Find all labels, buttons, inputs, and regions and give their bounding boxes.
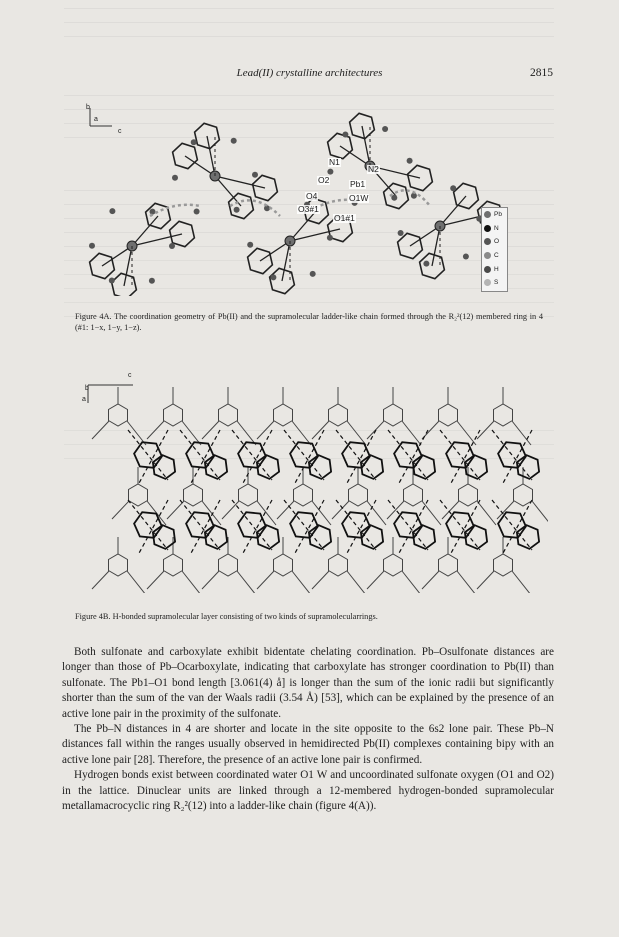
paragraph-3: Hydrogen bonds exist between coordinated water O1 W and uncoordinated sulfonate oxygen (O1 and O2) in the lattice. Dinuclear units are linked through a 12-membered hydrogen-bonded supramolecular metallamacrocyclic ring R₂²(12) into a ladder-like chain (figure 4(A)).	[62, 769, 554, 813]
atom	[231, 138, 237, 144]
atom	[150, 209, 156, 215]
bond	[202, 571, 219, 589]
atom-label-o1-1: O1#1	[334, 213, 355, 223]
hydrogen-bond	[242, 500, 272, 555]
atom-label-n2: N2	[368, 164, 379, 174]
bipy-ring	[238, 442, 266, 468]
legend-swatch	[484, 225, 491, 232]
coordination-bond	[132, 216, 158, 246]
element-color-legend	[481, 207, 508, 292]
bipy-ring	[342, 442, 370, 468]
bipy-ring	[394, 512, 422, 538]
aromatic-ring	[274, 404, 293, 426]
aromatic-ring	[384, 554, 403, 576]
figure-4a-caption	[75, 311, 543, 333]
atom	[423, 261, 429, 267]
aromatic-ring	[164, 554, 183, 576]
atom	[270, 274, 276, 280]
bond	[257, 571, 274, 589]
running-header	[0, 67, 619, 83]
bond	[367, 571, 384, 589]
bond	[457, 571, 476, 593]
legend-swatch	[484, 211, 491, 218]
aromatic-ring	[109, 554, 128, 576]
bipy-ring	[446, 512, 474, 538]
legend-label: Pb	[494, 211, 502, 219]
bond	[512, 421, 531, 445]
bond	[222, 501, 239, 519]
bipy-ring	[186, 442, 214, 468]
bond	[457, 421, 476, 445]
aromatic-ring	[439, 554, 458, 576]
atom	[109, 208, 115, 214]
bond	[292, 571, 311, 593]
legend-label: C	[494, 252, 499, 260]
atom	[407, 158, 413, 164]
bond	[182, 421, 201, 445]
bipy-ring	[394, 442, 422, 468]
aromatic-ring	[184, 484, 203, 506]
hydrogen-bond	[398, 500, 428, 555]
body-text	[62, 645, 554, 814]
bipy-ring	[134, 442, 162, 468]
atom	[382, 126, 388, 132]
aromatic-ring	[439, 404, 458, 426]
coordination-bond	[290, 211, 316, 241]
bond	[237, 571, 256, 593]
bond	[147, 421, 164, 439]
aromatic-ring	[164, 404, 183, 426]
legend-row-h	[482, 262, 507, 276]
bond	[147, 571, 164, 589]
hydrogen-bond	[190, 500, 220, 555]
atom	[247, 242, 253, 248]
bond	[182, 571, 201, 593]
coordination-bond	[207, 136, 215, 176]
paragraph-1: Both sulfonate and carboxylate exhibit bidentate chelating coordination. Pb–Osulfonate distances are longer than those of Pb–Ocarboxylate, indicating that carboxylate has stronger coordination to Pb(II) than sulfonate. The Pb1–O1 bond length [3.061(4) å] is longer than the sum of the ionic radii but significantly shorter than the sum of the van der Waals radii (3.54 Å) [53], which can be explained by the presence of an active lone pair in the proximity of the sulfonate.	[62, 646, 554, 720]
bipy-ring	[498, 512, 526, 538]
caption-text: H-bonded supramolecular layer consisting of two kinds of supramolecularrings.	[112, 612, 378, 621]
atom	[342, 132, 348, 138]
bond	[312, 571, 329, 589]
atom-label-o4: O4	[306, 191, 318, 201]
atom	[172, 175, 178, 181]
aromatic-ring	[219, 404, 238, 426]
atom-label-n1: N1	[329, 157, 340, 167]
bond	[367, 501, 386, 525]
atom	[463, 254, 469, 260]
page-number: 2815	[530, 67, 553, 79]
fig4a-axis-c: c	[118, 128, 122, 135]
legend-row-pb	[482, 208, 507, 222]
bond	[422, 501, 441, 525]
atom	[234, 207, 240, 213]
hydrogen-bond-ring	[150, 205, 200, 216]
atom	[327, 235, 333, 241]
atom	[450, 185, 456, 191]
bond	[92, 421, 109, 439]
hydrogen-bond	[242, 430, 272, 485]
bond	[277, 501, 294, 519]
legend-row-n	[482, 222, 507, 236]
coordination-bond	[124, 246, 132, 286]
bond	[422, 571, 439, 589]
bond	[92, 571, 109, 589]
bipy-ring	[186, 512, 214, 538]
running-title: Lead(II) crystalline architectures	[236, 67, 383, 79]
aromatic-ring	[459, 484, 478, 506]
aromatic-ring	[494, 404, 513, 426]
aromatic-ring	[329, 404, 348, 426]
atom	[89, 243, 95, 249]
bond	[402, 571, 421, 593]
aromatic-ring	[384, 404, 403, 426]
atom-label-o1w: O1W	[349, 193, 369, 203]
bond	[477, 501, 496, 525]
bipy-ring	[342, 512, 370, 538]
bipy-ring	[290, 442, 318, 468]
bond	[292, 421, 311, 445]
legend-row-s	[482, 276, 507, 290]
caption-text: The coordination geometry of Pb(II) and the supramolecular ladder-like chain formed through the R₂²(12) membered ring in 4 (#1: 1−x, 1−y, 1−z).	[75, 312, 543, 332]
bond	[112, 501, 129, 519]
legend-swatch	[484, 238, 491, 245]
bond	[347, 571, 366, 593]
legend-swatch	[484, 252, 491, 259]
atom	[149, 278, 155, 284]
coordination-bond	[362, 126, 370, 166]
legend-label: H	[494, 265, 499, 273]
hydrogen-bond	[190, 430, 220, 485]
legend-label: S	[494, 279, 499, 287]
fig4b-axis-b: b	[85, 385, 89, 392]
aromatic-ring	[274, 554, 293, 576]
atom	[327, 169, 333, 175]
legend-label: N	[494, 224, 499, 232]
legend-row-o	[482, 235, 507, 249]
atom-label-o2: O2	[318, 175, 330, 185]
atom	[252, 172, 258, 178]
hydrogen-bond	[450, 500, 480, 555]
bond	[512, 571, 531, 593]
fig4a-axis-b: b	[86, 104, 90, 111]
aromatic-ring	[494, 554, 513, 576]
hydrogen-bond	[138, 430, 168, 485]
caption-label: Figure 4A.	[75, 312, 112, 321]
figure-4a-image	[70, 96, 510, 296]
bond	[477, 571, 494, 589]
atom	[169, 243, 175, 249]
hydrogen-bond	[294, 500, 324, 555]
aromatic-ring	[349, 484, 368, 506]
aromatic-ring	[514, 484, 533, 506]
coordination-bond	[215, 176, 265, 188]
bipy-ring	[238, 512, 266, 538]
aromatic-ring	[239, 484, 258, 506]
fig4a-axis-a: a	[94, 116, 98, 123]
bond	[402, 421, 421, 445]
figure-4b-image	[78, 375, 548, 593]
bond	[532, 501, 548, 525]
aromatic-ring	[404, 484, 423, 506]
bipy-ring	[498, 442, 526, 468]
coordination-bond	[282, 241, 290, 281]
atom	[191, 139, 197, 145]
atom-label-o3-1: O3#1	[298, 204, 319, 214]
legend-row-c	[482, 249, 507, 263]
hydrogen-bond	[502, 430, 532, 485]
atom	[310, 271, 316, 277]
hydrogen-bond	[450, 430, 480, 485]
aromatic-ring	[329, 554, 348, 576]
aromatic-ring	[129, 484, 148, 506]
bipy-ring	[290, 512, 318, 538]
atom	[109, 278, 115, 284]
bipy-ring	[446, 442, 474, 468]
legend-swatch	[484, 266, 491, 273]
bond	[167, 501, 184, 519]
aromatic-ring	[109, 404, 128, 426]
atom	[194, 209, 200, 215]
legend-label: O	[494, 238, 500, 246]
hydrogen-bond	[294, 430, 324, 485]
coordination-bond	[432, 226, 440, 266]
hydrogen-bond	[346, 500, 376, 555]
legend-swatch	[484, 279, 491, 286]
figure-4b-caption	[75, 611, 543, 622]
aromatic-ring	[219, 554, 238, 576]
fig4b-axis-a: a	[82, 396, 86, 403]
caption-label: Figure 4B.	[75, 612, 111, 621]
atom-label-pb1: Pb1	[350, 179, 366, 189]
atom	[398, 230, 404, 236]
bipy-ring	[134, 512, 162, 538]
bond	[127, 571, 146, 593]
fig4b-axis-c: c	[128, 372, 132, 379]
aromatic-ring	[294, 484, 313, 506]
paragraph-2: The Pb–N distances in 4 are shorter and locate in the site opposite to the 6s2 lone pair. These Pb–N distances fall within the ranges usually observed in hemidirected Pb(II) complexes containing bipy with an active lone pair [28]. Therefore, the presence of an active lone pair is confirmed.	[62, 723, 554, 766]
coordination-bond	[440, 196, 466, 226]
